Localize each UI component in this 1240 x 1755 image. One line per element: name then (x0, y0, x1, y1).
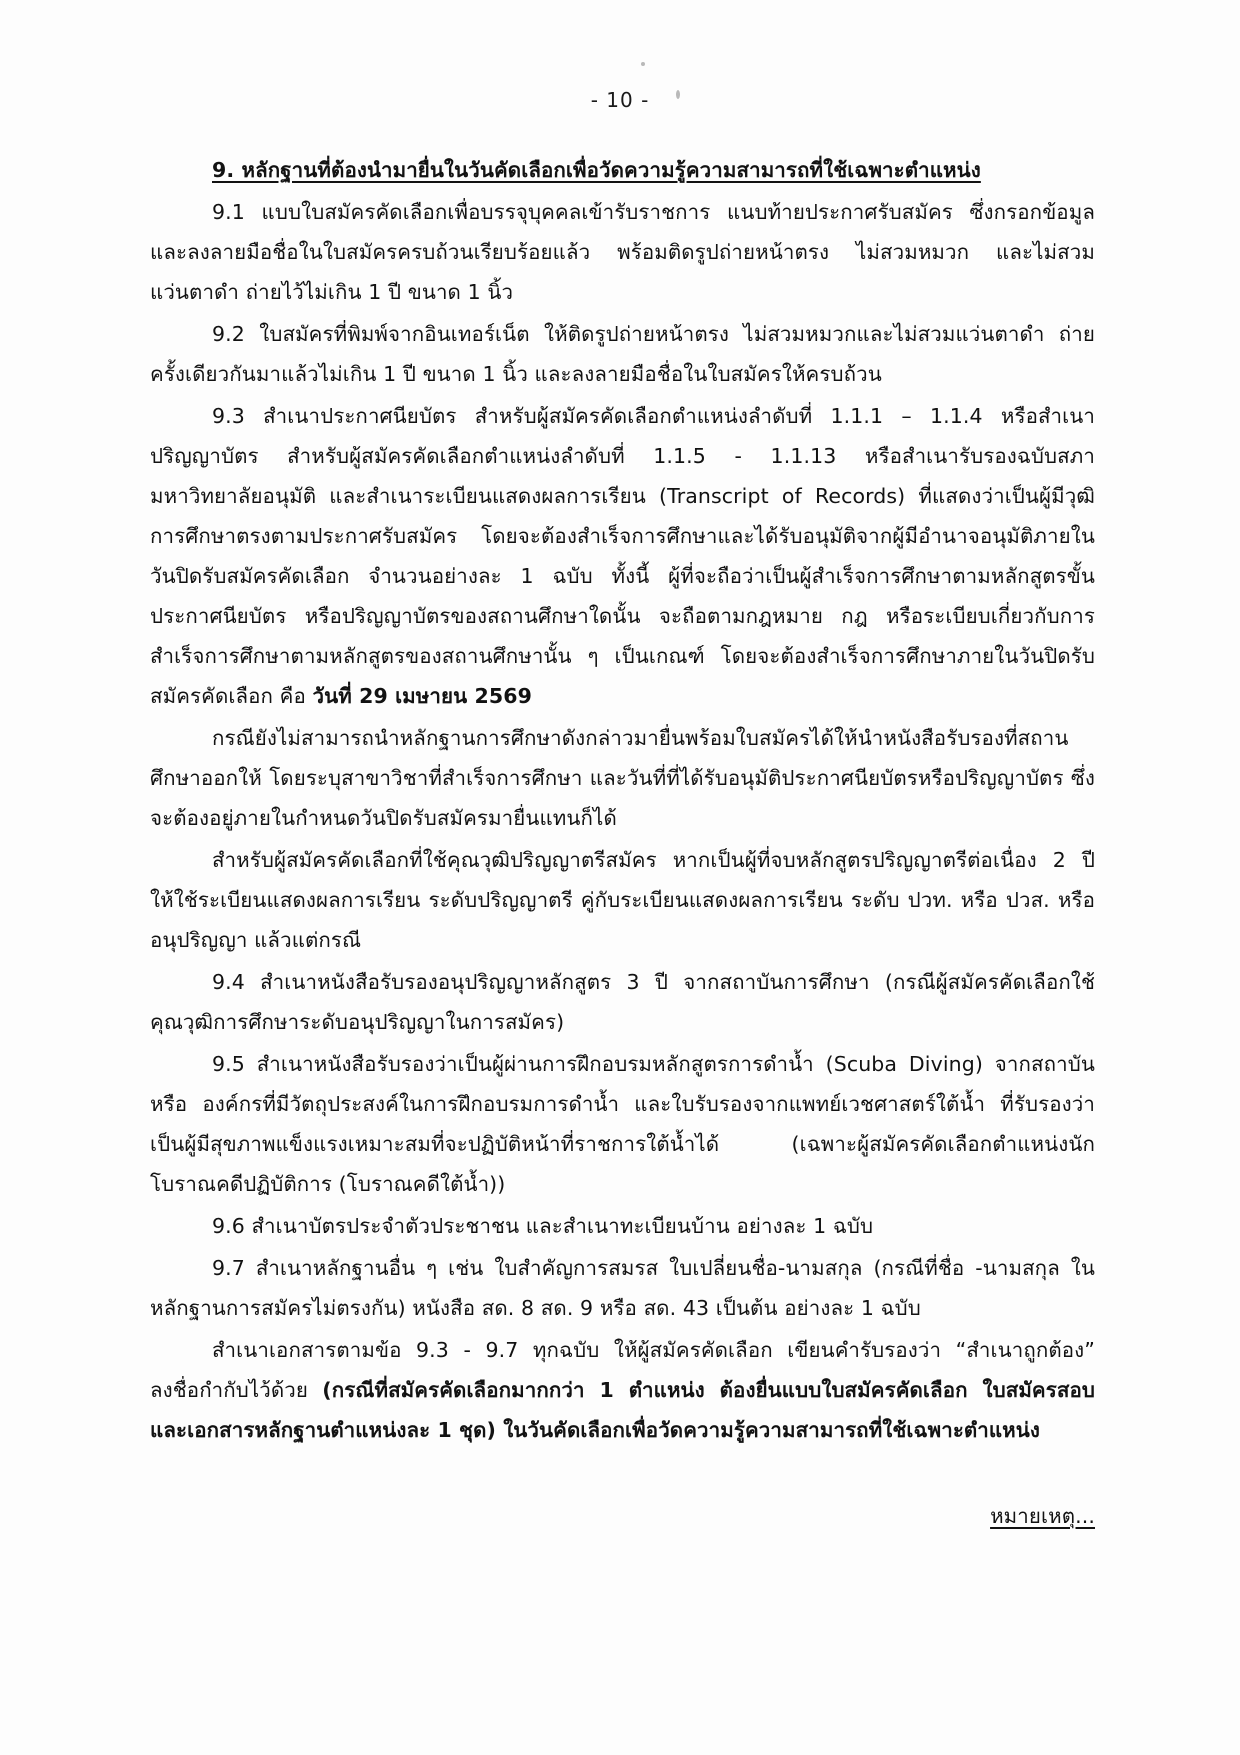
footer-note (150, 1496, 1095, 1536)
section-heading-text: 9. หลักฐานที่ต้องนำมายื่นในวันคัดเลือกเพื่อวัดความรู้ความสามารถที่ใช้เฉพาะตำแหน่ง (212, 158, 981, 182)
paragraph-9-7: 9.7 สำเนาหลักฐานอื่น ๆ เช่น ใบสำคัญการสมรส ใบเปลี่ยนชื่อ-นามสกุล (กรณีที่ชื่อ -นามสกุล ในหลักฐานการสมัครไม่ตรงกัน) หนังสือ สด. 8 สด. 9 หรือ สด. 43 เป็นต้น อย่างละ 1 ฉบับ (150, 1256, 1095, 1320)
section-heading (150, 150, 1095, 190)
paragraph-closing-text: สำเนาเอกสารตามข้อ 9.3 - 9.7 ทุกฉบับ ให้ผู้สมัครคัดเลือก เขียนคำรับรองว่า “สำเนาถูกต้อง” ลงชื่อกำกับไว้ด้วย (150, 1338, 1095, 1402)
paragraph-closing-emphasis: (กรณีที่สมัครคัดเลือกมากกว่า 1 ตำแหน่ง ต้องยื่นแบบใบสมัครคัดเลือก ใบสมัครสอบ และเอกสารหลักฐานตำแหน่งละ 1 ชุด) ในวันคัดเลือกเพื่อวัดความรู้ความสามารถที่ใช้เฉพาะตำแหน่ง (150, 1378, 1095, 1442)
paragraph-9-3 (150, 396, 1095, 716)
paragraph-9-2: 9.2 ใบสมัครที่พิมพ์จากอินเทอร์เน็ต ให้ติดรูปถ่ายหน้าตรง ไม่สวมหมวกและไม่สวมแว่นตาดำ ถ่ายครั้งเดียวกันมาแล้วไม่เกิน 1 ปี ขนาด 1 นิ้ว และลงลายมือชื่อในใบสมัครให้ครบถ้วน (150, 322, 1095, 386)
document-body (150, 150, 1095, 1538)
paragraph-9-3-text: 9.3 สำเนาประกาศนียบัตร สำหรับผู้สมัครคัดเลือกตำแหน่งลำดับที่ 1.1.1 – 1.1.4 หรือสำเนาปริญญาบัตร สำหรับผู้สมัครคัดเลือกตำแหน่งลำดับที่ 1.1.5 - 1.1.13 หรือสำเนารับรองฉบับสภามหาวิทยาลัยอนุมัติ และสำเนาระเบียนแสดงผลการเรียน (Transcript of Records) ที่แสดงว่าเป็นผู้มีวุฒิการศึกษาตรงตามประกาศรับสมัคร โดยจะต้องสำเร็จการศึกษาและได้รับอนุมัติจากผู้มีอำนาจอนุมัติภายในวันปิดรับสมัครคัดเลือก จำนวนอย่างละ 1 ฉบับ ทั้งนี้ ผู้ที่จะถือว่าเป็นผู้สำเร็จการศึกษาตามหลักสูตรขั้นประกาศนียบัตร หรือปริญญาบัตรของสถานศึกษาใดนั้น จะถือตามกฎหมาย กฎ หรือระเบียบเกี่ยวกับการสำเร็จการศึกษาตามหลักสูตรของสถานศึกษานั้น ๆ เป็นเกณฑ์ โดยจะต้องสำเร็จการศึกษาภายในวันปิดรับสมัครคัดเลือก คือ (150, 404, 1095, 708)
paragraph-closing (150, 1330, 1095, 1450)
scan-speck (641, 62, 645, 66)
page-number: - 10 - (590, 88, 650, 112)
footer-note-text: หมายเหตุ... (990, 1504, 1095, 1528)
paragraph-9-3-note2: สำหรับผู้สมัครคัดเลือกที่ใช้คุณวุฒิปริญญาตรีสมัคร หากเป็นผู้ที่จบหลักสูตรปริญญาตรีต่อเนื่อง 2 ปี ให้ใช้ระเบียนแสดงผลการเรียน ระดับปริญญาตรี คู่กับระเบียนแสดงผลการเรียน ระดับ ปวท. หรือ ปวส. หรืออนุปริญญา แล้วแต่กรณี (150, 848, 1095, 952)
paragraph-9-6: 9.6 สำเนาบัตรประจำตัวประชาชน และสำเนาทะเบียนบ้าน อย่างละ 1 ฉบับ (212, 1214, 874, 1238)
paragraph-9-4: 9.4 สำเนาหนังสือรับรองอนุปริญญาหลักสูตร 3 ปี จากสถาบันการศึกษา (กรณีผู้สมัครคัดเลือกใช้คุณวุฒิการศึกษาระดับอนุปริญญาในการสมัคร) (150, 970, 1095, 1034)
paragraph-9-3-deadline: วันที่ 29 เมษายน 2569 (312, 684, 532, 708)
paragraph-9-5: 9.5 สำเนาหนังสือรับรองว่าเป็นผู้ผ่านการฝึกอบรมหลักสูตรการดำน้ำ (Scuba Diving) จากสถาบัน หรือ องค์กรที่มีวัตถุประสงค์ในการฝึกอบรมการดำน้ำ และใบรับรองจากแพทย์เวชศาสตร์ใต้น้ำ ที่รับรองว่าเป็นผู้มีสุขภาพแข็งแรงเหมาะสมที่จะปฏิบัติหน้าที่ราชการใต้น้ำได้ (เฉพาะผู้สมัครคัดเลือกตำแหน่งนักโบราณคดีปฏิบัติการ (โบราณคดีใต้น้ำ)) (150, 1052, 1095, 1196)
paragraph-9-3-note: กรณียังไม่สามารถนำหลักฐานการศึกษาดังกล่าวมายื่นพร้อมใบสมัครได้ให้นำหนังสือรับรองที่สถานศึกษาออกให้ โดยระบุสาขาวิชาที่สำเร็จการศึกษา และวันที่ที่ได้รับอนุมัติประกาศนียบัตรหรือปริญญาบัตร ซึ่งจะต้องอยู่ภายในกำหนดวันปิดรับสมัครมายื่นแทนก็ได้ (150, 726, 1095, 830)
paragraph-9-1: 9.1 แบบใบสมัครคัดเลือกเพื่อบรรจุบุคคลเข้ารับราชการ แนบท้ายประกาศรับสมัคร ซึ่งกรอกข้อมูลและลงลายมือชื่อในใบสมัครครบถ้วนเรียบร้อยแล้ว พร้อมติดรูปถ่ายหน้าตรง ไม่สวมหมวก และไม่สวมแว่นตาดำ ถ่ายไว้ไม่เกิน 1 ปี ขนาด 1 นิ้ว (150, 200, 1095, 304)
